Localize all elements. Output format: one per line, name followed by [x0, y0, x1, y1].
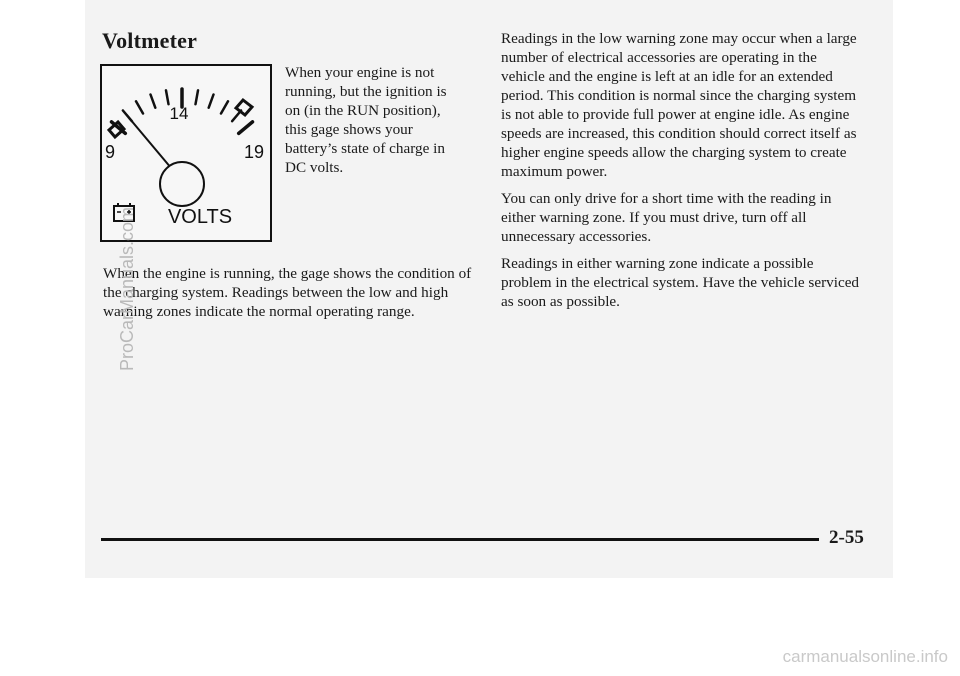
drive-warning-paragraph: You can only drive for a short time with the reading in either warning zone. If you must drive, turn off all unnecessary accessories.: [501, 190, 832, 245]
page-number: 2-55: [829, 527, 864, 548]
gauge-label-min: 9: [104, 142, 116, 162]
side-watermark: ProCarManuals.com: [117, 206, 137, 371]
engine-off-paragraph: When your engine is not running, but the ignition is on (in the RUN position), this gage shows your battery’s state of charge in DC volts.: [285, 64, 447, 176]
low-warning-zone-mark: [109, 122, 124, 137]
footer-rule: [101, 538, 819, 541]
gauge-tick: [151, 95, 156, 108]
gauge-tick: [136, 101, 143, 113]
gauge-tick: [239, 122, 253, 133]
gauge-tick: [221, 101, 228, 113]
section-title: Voltmeter: [102, 28, 198, 53]
engine-running-paragraph: When the engine is running, the gage shows the condition of the charging system. Readings between the low and high warning zones indicate the normal operating range.: [103, 265, 472, 320]
gauge-tick: [209, 95, 214, 108]
right-column: [501, 29, 861, 319]
bottom-watermark: carmanualsonline.info: [782, 647, 948, 666]
gauge-tick: [196, 90, 199, 104]
gauge-label-mid: 14: [169, 104, 189, 123]
service-paragraph: Readings in either warning zone indicate a possible problem in the electrical system. Have the vehicle serviced as soon as possible.: [501, 255, 860, 310]
low-zone-paragraph: Readings in the low warning zone may occur when a large number of electrical accessories are operating in the vehicle and the engine is left at an idle for an extended period. This condition is normal since the charging system is not able to provide full power at engine idle. As engine speeds are increased, this condition should correct itself as higher engine speeds allow the charging system to create maximum power.: [501, 30, 857, 180]
gauge-tick: [166, 90, 169, 104]
gauge-label-max: 19: [243, 142, 265, 162]
gauge-hub: [160, 162, 204, 206]
gauge-unit-label: VOLTS: [167, 206, 233, 228]
